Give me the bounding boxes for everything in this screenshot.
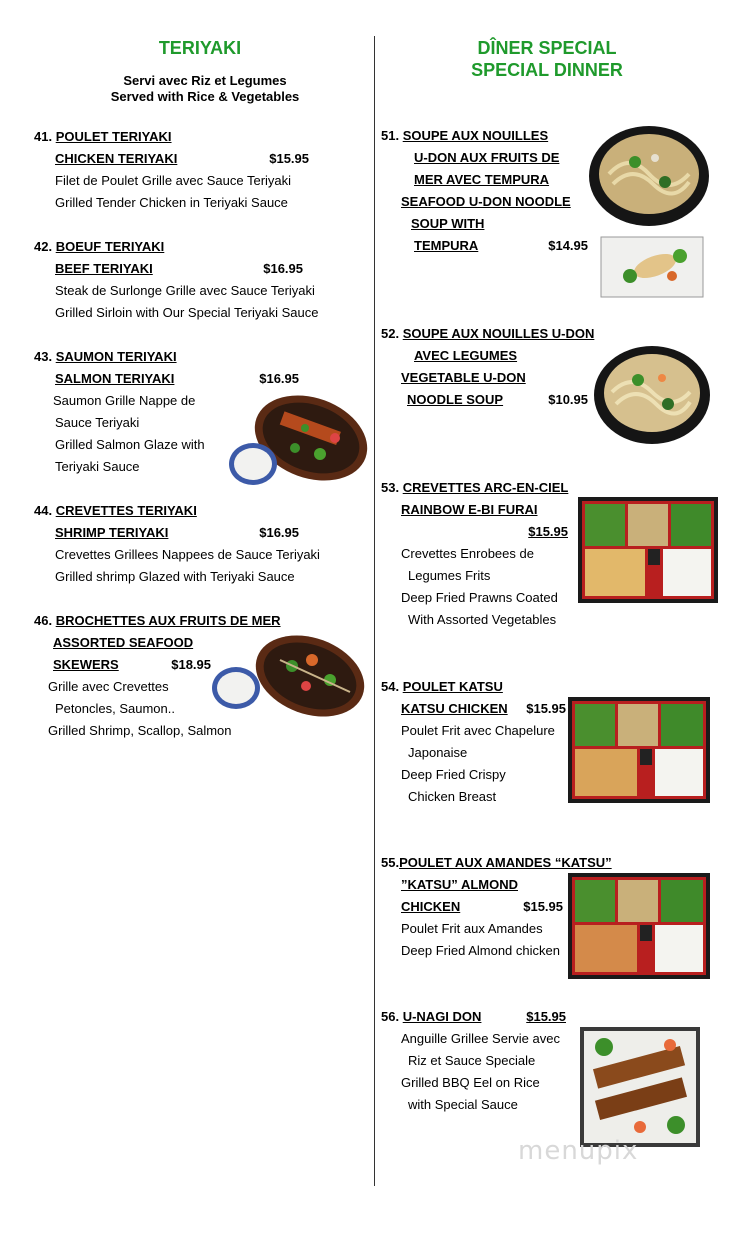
item-desc-fr: Steak de Surlonge Grille avec Sauce Teriyaki xyxy=(55,283,315,298)
item-name-en: BEEF TERIYAKI xyxy=(55,261,153,276)
item-number: 54. xyxy=(381,679,400,694)
item-desc-line: Crevettes Enrobees de xyxy=(401,546,534,561)
column-divider xyxy=(374,36,375,1186)
item-desc-fr: Crevettes Grillees Nappees de Sauce Teriyaki xyxy=(55,547,320,562)
item-desc-line: Chicken Breast xyxy=(408,789,497,804)
katsu-chicken-bento-photo xyxy=(568,697,710,803)
item-price: $15.95 xyxy=(526,1009,566,1024)
item-name-line: CHICKEN xyxy=(401,899,461,914)
item-name-en: SALMON TERIYAKI xyxy=(55,371,175,386)
item-name-fr: CREVETTES TERIYAKI xyxy=(55,503,197,518)
item-name-en-2: SKEWERS xyxy=(53,657,119,672)
item-name-line: SOUPE AUX NOUILLES U-DON xyxy=(402,326,595,341)
item-name-fr: BROCHETTES AUX FRUITS DE MER xyxy=(55,613,281,628)
item-desc-en: Grilled Sirloin with Our Special Teriyaki Sauce xyxy=(55,305,319,320)
item-name-line: MER AVEC TEMPURA xyxy=(414,172,550,187)
item-name-line: SEAFOOD U-DON NOODLE xyxy=(401,194,571,209)
item-name-line: U-DON AUX FRUITS DE xyxy=(414,150,560,165)
dinner-heading-fr: DÎNER SPECIAL xyxy=(477,38,617,58)
item-desc-line: Petoncles, Saumon.. xyxy=(55,701,175,716)
item-name-line: POULET AUX AMANDES “KATSU” xyxy=(399,855,612,870)
unagi-don-photo xyxy=(580,1027,700,1147)
item-price: $16.95 xyxy=(263,261,303,276)
item-name-line: SOUP WITH xyxy=(411,216,485,231)
item-price: $14.95 xyxy=(548,238,588,253)
tempura-photo xyxy=(600,236,704,298)
seafood-udon-photo xyxy=(585,122,713,230)
item-name-line: POULET KATSU xyxy=(402,679,503,694)
item-name-en: SHRIMP TERIYAKI xyxy=(55,525,169,540)
item-desc-line: Deep Fried Crispy xyxy=(401,767,506,782)
item-name-line: TEMPURA xyxy=(414,238,479,253)
vegetable-udon-photo xyxy=(590,342,714,448)
item-desc-line: Poulet Frit avec Chapelure xyxy=(401,723,555,738)
item-desc-line: Deep Fried Almond chicken xyxy=(401,943,560,958)
item-price: $16.95 xyxy=(259,371,299,386)
item-desc-line: Poulet Frit aux Amandes xyxy=(401,921,543,936)
watermark: menupix xyxy=(518,1136,639,1166)
item-desc-line: Riz et Sauce Speciale xyxy=(408,1053,536,1068)
item-price: $15.95 xyxy=(528,524,568,539)
item-number: 42. xyxy=(34,239,53,254)
item-name-line: NOODLE SOUP xyxy=(407,392,504,407)
item-desc-line: With Assorted Vegetables xyxy=(408,612,557,627)
seafood-skewers-photo xyxy=(210,630,368,726)
item-name-line: ”KATSU” ALMOND xyxy=(401,877,518,892)
item-desc-line: Saumon Grille Nappe de xyxy=(53,393,196,408)
item-price: $15.95 xyxy=(269,151,309,166)
item-number: 51. xyxy=(381,128,400,143)
item-name-line: SOUPE AUX NOUILLES xyxy=(402,128,549,143)
item-desc-line: Sauce Teriyaki xyxy=(55,415,140,430)
item-desc-line: Grilled Shrimp, Scallop, Salmon xyxy=(48,723,232,738)
item-price: $15.95 xyxy=(526,701,566,716)
item-price: $16.95 xyxy=(259,525,299,540)
item-name-fr: SAUMON TERIYAKI xyxy=(55,349,177,364)
item-desc-en: Grilled Tender Chicken in Teriyaki Sauce xyxy=(55,195,288,210)
item-name-line: U-NAGI DON xyxy=(402,1009,482,1024)
item-price: $18.95 xyxy=(171,657,211,672)
item-number: 56. xyxy=(381,1009,400,1024)
item-number: 46. xyxy=(34,613,53,628)
item-number: 43. xyxy=(34,349,53,364)
item-name-line: VEGETABLE U-DON xyxy=(401,370,526,385)
item-desc-line: Legumes Frits xyxy=(408,568,491,583)
item-desc-line: Grilled BBQ Eel on Rice xyxy=(401,1075,540,1090)
item-number: 53. xyxy=(381,480,400,495)
item-number: 55. xyxy=(381,855,400,870)
item-name-en: ASSORTED SEAFOOD xyxy=(53,635,194,650)
salmon-teriyaki-photo xyxy=(225,388,370,493)
item-desc-en: Grilled shrimp Glazed with Teriyaki Sauce xyxy=(55,569,295,584)
item-price: $15.95 xyxy=(523,899,563,914)
item-name-line: CREVETTES ARC-EN-CIEL xyxy=(402,480,569,495)
item-desc-line: Japonaise xyxy=(408,745,468,760)
item-desc-line: Grille avec Crevettes xyxy=(48,679,169,694)
item-number: 44. xyxy=(34,503,53,518)
teriyaki-subtitle-fr: Servi avec Riz et Legumes xyxy=(123,73,287,88)
item-desc-line: Teriyaki Sauce xyxy=(55,459,140,474)
item-name-fr: BOEUF TERIYAKI xyxy=(55,239,165,254)
item-number: 41. xyxy=(34,129,53,144)
dinner-heading-en: SPECIAL DINNER xyxy=(471,60,623,80)
item-name-en: CHICKEN TERIYAKI xyxy=(55,151,178,166)
item-desc-line: Anguille Grillee Servie avec xyxy=(401,1031,560,1046)
teriyaki-heading: TERIYAKI xyxy=(158,38,242,58)
item-name-line: AVEC LEGUMES xyxy=(414,348,518,363)
teriyaki-subtitle-en: Served with Rice & Vegetables xyxy=(110,89,300,104)
item-desc-line: Deep Fried Prawns Coated xyxy=(401,590,558,605)
item-desc-fr: Filet de Poulet Grille avec Sauce Teriyaki xyxy=(55,173,292,188)
rainbow-ebi-bento-photo xyxy=(578,497,718,603)
item-desc-line: with Special Sauce xyxy=(408,1097,518,1112)
item-desc-line: Grilled Salmon Glaze with xyxy=(55,437,205,452)
item-name-line: RAINBOW E-BI FURAI xyxy=(401,502,538,517)
item-name-fr: POULET TERIYAKI xyxy=(55,129,172,144)
item-number: 52. xyxy=(381,326,400,341)
item-price: $10.95 xyxy=(548,392,588,407)
almond-katsu-bento-photo xyxy=(568,873,710,979)
item-name-line: KATSU CHICKEN xyxy=(401,701,508,716)
